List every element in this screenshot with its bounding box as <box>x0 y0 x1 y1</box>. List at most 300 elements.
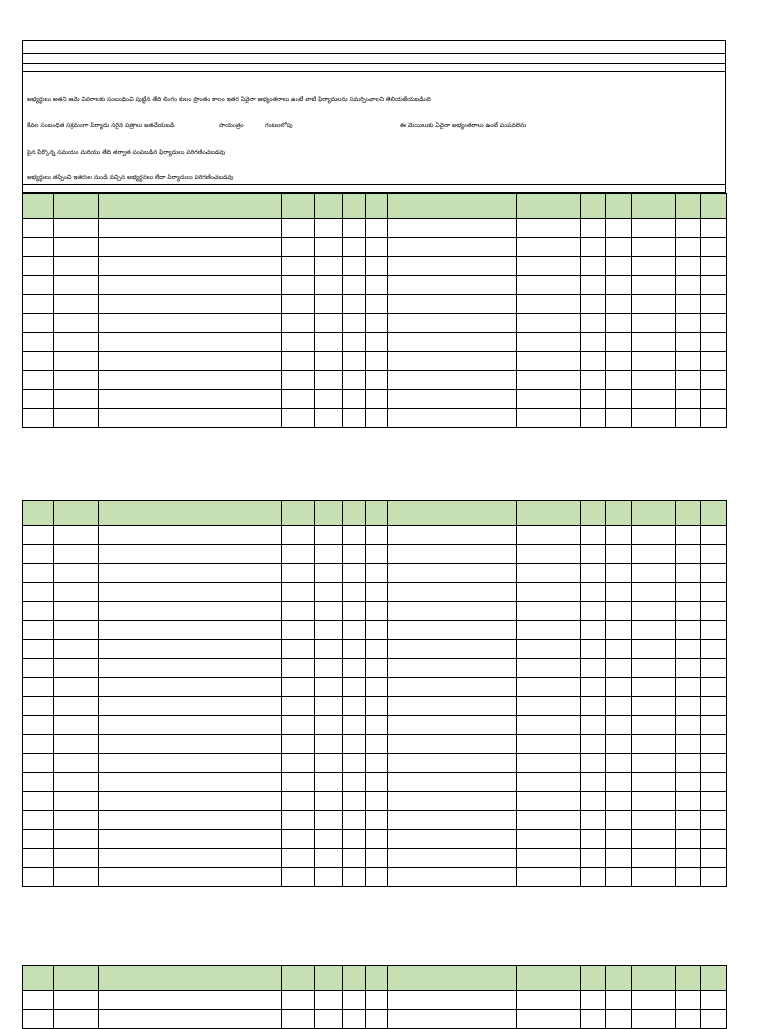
table-cell <box>23 602 54 621</box>
table-cell <box>517 295 581 314</box>
table-cell <box>581 333 606 352</box>
table-cell <box>343 583 366 602</box>
table-cell <box>581 352 606 371</box>
table-cell <box>632 735 676 754</box>
table-cell <box>366 526 388 545</box>
table-cell <box>606 830 632 849</box>
table-cell <box>343 257 366 276</box>
table-cell <box>315 352 343 371</box>
table-cell <box>23 773 54 792</box>
table-cell <box>632 238 676 257</box>
table-cell <box>23 754 54 773</box>
table-cell <box>676 621 701 640</box>
table-row <box>23 314 727 333</box>
table-cell <box>54 238 99 257</box>
table-cell <box>23 276 54 295</box>
table-cell <box>282 314 315 333</box>
table-row <box>23 716 727 735</box>
table-header-row <box>23 194 727 219</box>
table-cell <box>606 716 632 735</box>
table-cell <box>388 849 517 868</box>
table-cell <box>366 545 388 564</box>
table-cell <box>282 849 315 868</box>
table-cell <box>54 659 99 678</box>
table-row <box>23 219 727 238</box>
notice-box <box>22 40 726 193</box>
table-cell <box>701 371 727 390</box>
table-cell <box>632 678 676 697</box>
table-cell <box>676 583 701 602</box>
table-cell <box>701 276 727 295</box>
table-cell <box>282 352 315 371</box>
table-cell <box>676 1010 701 1029</box>
table-cell <box>701 754 727 773</box>
table-cell <box>632 409 676 428</box>
table-cell <box>343 371 366 390</box>
table-cell <box>54 371 99 390</box>
table-cell <box>701 621 727 640</box>
table-row <box>23 238 727 257</box>
table-cell <box>315 314 343 333</box>
table-cell <box>606 678 632 697</box>
table-cell <box>23 849 54 868</box>
table-row <box>23 754 727 773</box>
table-cell <box>366 409 388 428</box>
table-cell <box>366 257 388 276</box>
table-cell <box>581 314 606 333</box>
table-cell <box>343 1010 366 1029</box>
table-cell <box>315 659 343 678</box>
table-cell <box>676 602 701 621</box>
table-cell <box>581 830 606 849</box>
table-cell <box>606 811 632 830</box>
table-cell <box>581 602 606 621</box>
table-cell <box>54 314 99 333</box>
table-cell <box>517 257 581 276</box>
table-cell <box>632 564 676 583</box>
table-cell <box>517 583 581 602</box>
table-cell <box>54 716 99 735</box>
table-cell <box>315 409 343 428</box>
table-cell <box>581 583 606 602</box>
table-cell <box>581 409 606 428</box>
table-cell <box>315 602 343 621</box>
table-cell <box>606 602 632 621</box>
table-cell <box>388 697 517 716</box>
table-cell <box>517 352 581 371</box>
table-cell <box>676 276 701 295</box>
table-cell <box>54 678 99 697</box>
table-cell <box>23 409 54 428</box>
table-cell <box>676 371 701 390</box>
table-cell <box>343 219 366 238</box>
table-row <box>23 991 727 1010</box>
table-cell <box>315 295 343 314</box>
header-cell <box>23 194 54 219</box>
table-cell <box>606 773 632 792</box>
table-cell <box>99 238 282 257</box>
table-cell <box>676 716 701 735</box>
table-cell <box>23 295 54 314</box>
table-cell <box>676 390 701 409</box>
table-cell <box>388 371 517 390</box>
table-cell <box>282 526 315 545</box>
table-cell <box>581 545 606 564</box>
table-row <box>23 659 727 678</box>
header-cell <box>54 501 99 526</box>
table-cell <box>23 830 54 849</box>
table-cell <box>343 333 366 352</box>
table-cell <box>343 640 366 659</box>
table-cell <box>388 545 517 564</box>
table-cell <box>282 792 315 811</box>
table-cell <box>388 716 517 735</box>
table-cell <box>99 754 282 773</box>
table-cell <box>366 295 388 314</box>
table-cell <box>99 333 282 352</box>
table-row <box>23 276 727 295</box>
table-cell <box>581 773 606 792</box>
table-cell <box>315 621 343 640</box>
table-row <box>23 792 727 811</box>
table-cell <box>701 314 727 333</box>
table-cell <box>517 659 581 678</box>
table-cell <box>676 314 701 333</box>
table-cell <box>282 295 315 314</box>
table-cell <box>581 697 606 716</box>
table-cell <box>632 602 676 621</box>
table-cell <box>54 735 99 754</box>
table-cell <box>632 849 676 868</box>
table-cell <box>676 352 701 371</box>
table-cell <box>99 640 282 659</box>
notice-line-2-evening: సాయంత్రం <box>219 122 244 129</box>
table-cell <box>343 991 366 1010</box>
table-cell <box>388 276 517 295</box>
table-cell <box>388 257 517 276</box>
table-cell <box>606 314 632 333</box>
table-cell <box>99 545 282 564</box>
table-cell <box>606 526 632 545</box>
table-cell <box>606 371 632 390</box>
table-cell <box>581 526 606 545</box>
table-cell <box>282 545 315 564</box>
table-cell <box>517 621 581 640</box>
table-cell <box>99 792 282 811</box>
table-cell <box>632 811 676 830</box>
table-cell <box>606 697 632 716</box>
notice-line-2-start: కేవల సంబంధిత సక్రమంగా పిర్యాదు సరైన పత్రాలు జతచేయబడి <box>27 122 175 129</box>
table-cell <box>701 219 727 238</box>
table-cell <box>388 621 517 640</box>
table-row <box>23 678 727 697</box>
table-cell <box>606 583 632 602</box>
table-cell <box>54 409 99 428</box>
table-cell <box>282 697 315 716</box>
header-cell <box>517 501 581 526</box>
notice-line-2-hours: గంటలలోపు <box>265 122 293 129</box>
table-cell <box>282 830 315 849</box>
table-cell <box>517 697 581 716</box>
table-cell <box>701 1010 727 1029</box>
table-cell <box>581 991 606 1010</box>
header-cell <box>388 501 517 526</box>
table-cell <box>388 754 517 773</box>
table-cell <box>388 352 517 371</box>
table-cell <box>388 602 517 621</box>
table-cell <box>315 754 343 773</box>
table-cell <box>517 238 581 257</box>
header-cell <box>366 194 388 219</box>
table-cell <box>581 735 606 754</box>
table-cell <box>388 526 517 545</box>
table-cell <box>676 991 701 1010</box>
table-cell <box>676 545 701 564</box>
table-cell <box>343 811 366 830</box>
table-cell <box>366 640 388 659</box>
table-cell <box>632 621 676 640</box>
table-cell <box>315 697 343 716</box>
table-cell <box>54 390 99 409</box>
table-cell <box>701 257 727 276</box>
table-cell <box>517 333 581 352</box>
table-cell <box>23 792 54 811</box>
candidate-table-2 <box>22 500 727 887</box>
table-cell <box>366 1010 388 1029</box>
notice-line-3: పైన పేర్కొన్న సమయం మరియు తేది తర్వాత పంపబడిన ఫిర్యాదులు పరిగణించబడవు <box>27 149 226 156</box>
header-cell <box>315 501 343 526</box>
table-cell <box>517 773 581 792</box>
table-cell <box>343 621 366 640</box>
table-cell <box>632 697 676 716</box>
table-cell <box>315 276 343 295</box>
table-cell <box>282 257 315 276</box>
table-cell <box>343 849 366 868</box>
table-cell <box>517 1010 581 1029</box>
table-cell <box>99 678 282 697</box>
table-cell <box>99 659 282 678</box>
header-cell <box>388 966 517 991</box>
table-cell <box>99 564 282 583</box>
table-cell <box>23 314 54 333</box>
table-cell <box>315 1010 343 1029</box>
table-cell <box>676 295 701 314</box>
table-cell <box>676 526 701 545</box>
table-cell <box>54 811 99 830</box>
table-cell <box>676 735 701 754</box>
table-cell <box>676 792 701 811</box>
table-cell <box>606 390 632 409</box>
table-cell <box>282 640 315 659</box>
table-cell <box>606 640 632 659</box>
table-cell <box>632 1010 676 1029</box>
table-cell <box>99 371 282 390</box>
table-cell <box>606 621 632 640</box>
table-cell <box>517 991 581 1010</box>
table-cell <box>606 295 632 314</box>
table-cell <box>632 276 676 295</box>
table-cell <box>701 735 727 754</box>
table-cell <box>676 219 701 238</box>
table-cell <box>701 868 727 887</box>
table-cell <box>54 640 99 659</box>
header-cell <box>581 194 606 219</box>
table-cell <box>282 868 315 887</box>
header-cell <box>343 966 366 991</box>
table-cell <box>282 564 315 583</box>
blank-row-divider <box>23 63 725 64</box>
table-cell <box>315 564 343 583</box>
table-cell <box>366 238 388 257</box>
table-cell <box>315 238 343 257</box>
table-cell <box>282 1010 315 1029</box>
table-cell <box>99 716 282 735</box>
table-cell <box>581 276 606 295</box>
table-cell <box>54 773 99 792</box>
table-cell <box>517 811 581 830</box>
table-cell <box>581 754 606 773</box>
table-cell <box>343 659 366 678</box>
table-cell <box>388 811 517 830</box>
table-cell <box>701 564 727 583</box>
table-cell <box>282 621 315 640</box>
table-row <box>23 526 727 545</box>
table-cell <box>54 564 99 583</box>
table-cell <box>23 735 54 754</box>
table-cell <box>366 621 388 640</box>
table-cell <box>632 257 676 276</box>
table-cell <box>343 678 366 697</box>
header-cell <box>282 194 315 219</box>
table-cell <box>676 257 701 276</box>
table-cell <box>517 602 581 621</box>
header-cell <box>676 966 701 991</box>
header-cell <box>282 966 315 991</box>
table-header-row <box>23 501 727 526</box>
table-cell <box>517 849 581 868</box>
table-cell <box>282 238 315 257</box>
header-cell <box>282 501 315 526</box>
table-cell <box>315 257 343 276</box>
table-cell <box>632 583 676 602</box>
table-cell <box>366 811 388 830</box>
table-cell <box>632 716 676 735</box>
table-cell <box>388 773 517 792</box>
table-cell <box>99 276 282 295</box>
table-cell <box>315 849 343 868</box>
table-cell <box>517 219 581 238</box>
table-cell <box>23 621 54 640</box>
table-cell <box>701 545 727 564</box>
table-cell <box>676 754 701 773</box>
blank-row-divider <box>23 71 725 72</box>
table-cell <box>54 276 99 295</box>
table-cell <box>632 773 676 792</box>
table-row <box>23 333 727 352</box>
table-cell <box>343 276 366 295</box>
table-cell <box>517 868 581 887</box>
table-cell <box>366 314 388 333</box>
header-cell <box>581 501 606 526</box>
header-cell <box>606 501 632 526</box>
table-cell <box>343 564 366 583</box>
table-cell <box>23 678 54 697</box>
header-cell <box>366 501 388 526</box>
candidate-table-3 <box>22 965 727 1029</box>
table-cell <box>632 333 676 352</box>
candidate-table-1 <box>22 193 727 428</box>
table-cell <box>343 602 366 621</box>
table-cell <box>517 792 581 811</box>
notice-line-2-email: ఈ మెయిలుకు ఏవైనా అభ్యంతరాలు ఉంటే పంపవలెను <box>400 122 527 129</box>
table-cell <box>23 257 54 276</box>
table-cell <box>388 868 517 887</box>
table-cell <box>701 811 727 830</box>
blank-row-divider <box>23 184 725 185</box>
table-cell <box>606 735 632 754</box>
table-cell <box>343 352 366 371</box>
table-cell <box>54 1010 99 1029</box>
table-cell <box>701 659 727 678</box>
table-cell <box>343 830 366 849</box>
notice-line-4: అభ్యర్థులు తప్పించి ఇతరుల నుండి వచ్చిన అభ్యర్థనలు లేదా పిర్యాదులు పరిగణించబడవు <box>27 174 234 181</box>
table-row <box>23 868 727 887</box>
table-cell <box>388 678 517 697</box>
table-cell <box>343 295 366 314</box>
table-cell <box>632 830 676 849</box>
table-cell <box>632 991 676 1010</box>
table-cell <box>54 991 99 1010</box>
table-cell <box>632 314 676 333</box>
table-cell <box>23 238 54 257</box>
table-cell <box>282 773 315 792</box>
table-cell <box>366 602 388 621</box>
table-cell <box>517 526 581 545</box>
table-cell <box>282 678 315 697</box>
table-cell <box>701 640 727 659</box>
table-row <box>23 545 727 564</box>
table-row <box>23 352 727 371</box>
header-cell <box>99 966 282 991</box>
table-cell <box>366 991 388 1010</box>
table-cell <box>23 526 54 545</box>
table-cell <box>517 716 581 735</box>
table-cell <box>581 564 606 583</box>
table-cell <box>606 545 632 564</box>
table-cell <box>388 583 517 602</box>
table-cell <box>701 849 727 868</box>
table-cell <box>581 640 606 659</box>
table-cell <box>581 371 606 390</box>
table-cell <box>676 697 701 716</box>
table-cell <box>54 526 99 545</box>
table-cell <box>99 621 282 640</box>
table-cell <box>366 849 388 868</box>
table-cell <box>343 409 366 428</box>
table-cell <box>99 409 282 428</box>
table-cell <box>581 238 606 257</box>
table-cell <box>632 659 676 678</box>
blank-row-divider <box>23 53 725 54</box>
header-cell <box>54 966 99 991</box>
table-cell <box>366 735 388 754</box>
table-cell <box>282 735 315 754</box>
table-row <box>23 697 727 716</box>
table-cell <box>23 390 54 409</box>
table-cell <box>632 219 676 238</box>
header-cell <box>632 194 676 219</box>
table-cell <box>282 991 315 1010</box>
